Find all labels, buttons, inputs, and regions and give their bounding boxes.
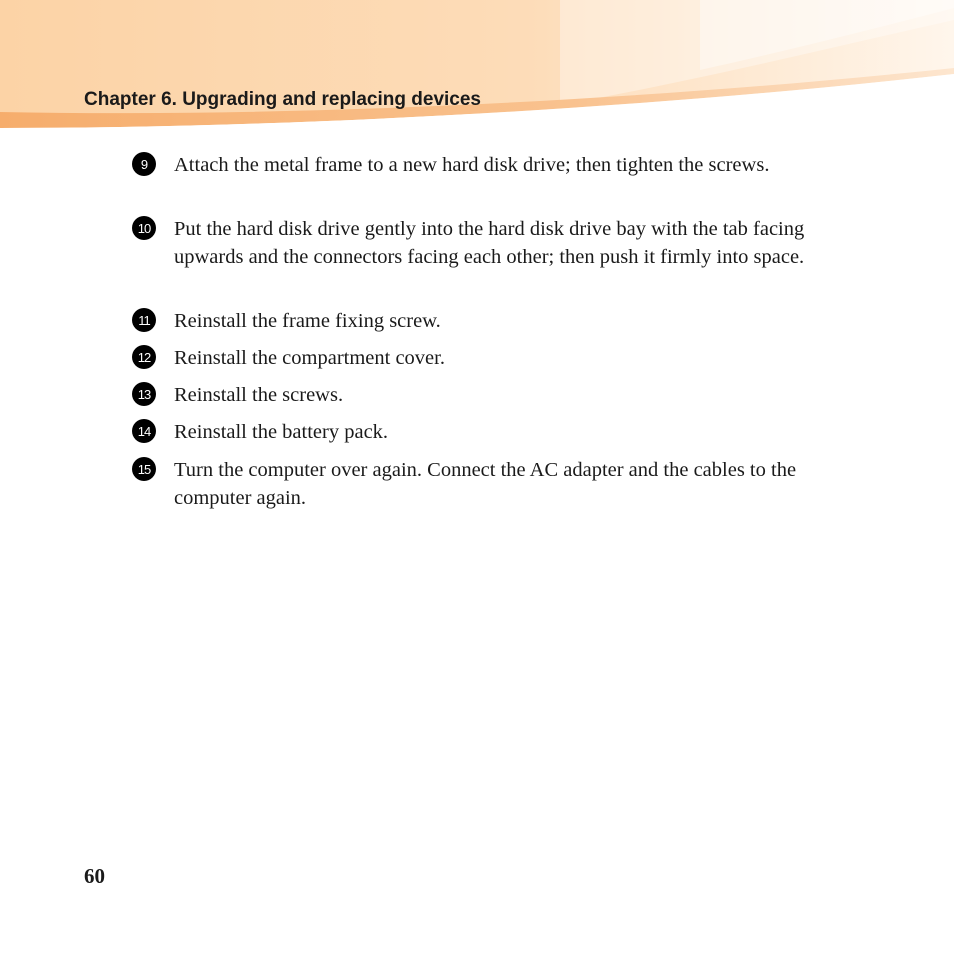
step-item <box>132 215 852 307</box>
step-text: Reinstall the frame fixing screw. <box>174 310 441 332</box>
steps-list <box>132 151 852 520</box>
step-number-badge: 15 <box>132 457 156 481</box>
step-text: Put the hard disk drive gently into the hard disk drive bay with the tab facing upwards and the connectors facing each other; then push it firmly into space. <box>174 218 805 268</box>
step-text: Reinstall the screws. <box>174 384 344 406</box>
step-number-badge: 9 <box>132 152 156 176</box>
page-number: 60 <box>84 864 105 888</box>
step-item <box>132 307 852 344</box>
step-item <box>132 151 852 215</box>
step-text: Reinstall the compartment cover. <box>174 347 445 369</box>
step-number-badge: 11 <box>132 308 156 332</box>
step-item <box>132 418 852 456</box>
step-number-badge: 10 <box>132 216 156 240</box>
step-item <box>132 381 852 418</box>
step-text: Attach the metal frame to a new hard disk drive; then tighten the screws. <box>174 154 770 176</box>
step-number-badge: 13 <box>132 382 156 406</box>
step-text: Turn the computer over again. Connect the AC adapter and the cables to the computer again. <box>174 459 797 509</box>
step-item <box>132 344 852 381</box>
step-text: Reinstall the battery pack. <box>174 421 389 443</box>
step-number-badge: 12 <box>132 345 156 369</box>
header-band <box>0 0 954 135</box>
step-number-badge: 14 <box>132 419 156 443</box>
step-item <box>132 456 852 520</box>
chapter-title: Chapter 6. Upgrading and replacing devices <box>84 89 481 110</box>
